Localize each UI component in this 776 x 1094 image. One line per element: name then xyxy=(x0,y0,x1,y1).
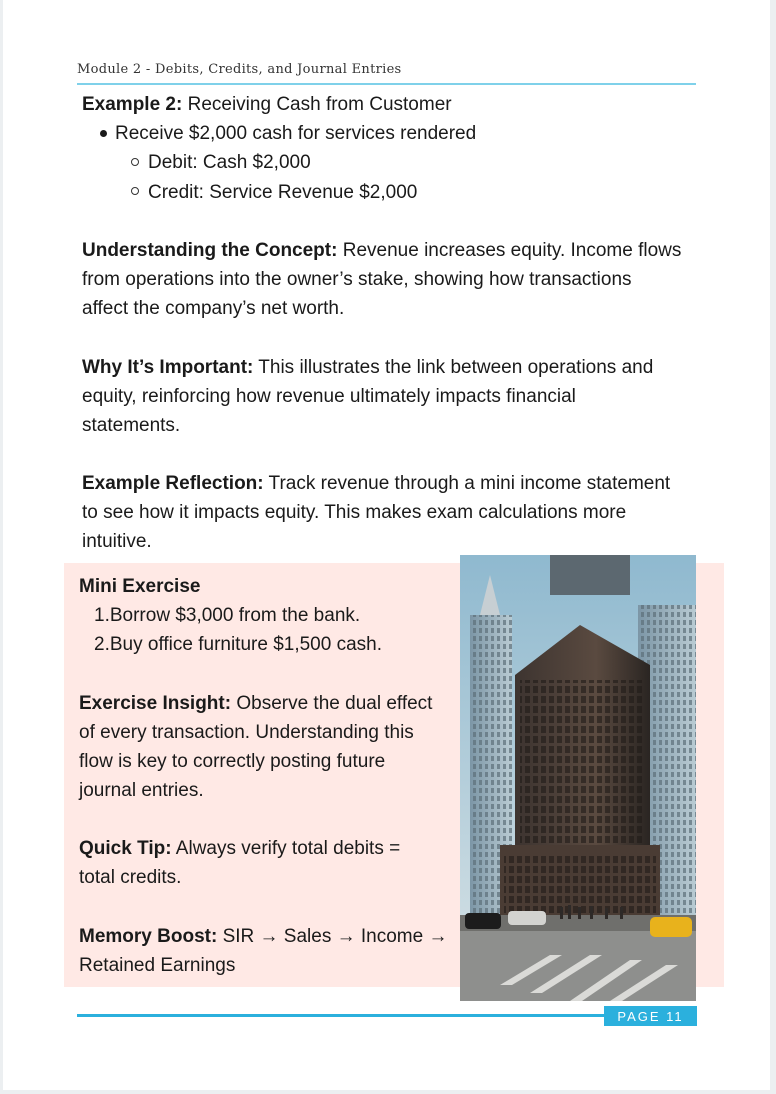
sub-bullet-circle xyxy=(131,158,139,166)
page-number-badge: PAGE 11 xyxy=(604,1006,697,1026)
city-skyscrapers-image xyxy=(460,555,696,1001)
sub-bullet-circle xyxy=(131,187,139,195)
example2-bullet: Receive $2,000 cash for services rendered xyxy=(115,123,477,144)
module-header: Module 2 - Debits, Credits, and Journal Entries xyxy=(77,62,402,77)
example2-credit: Credit: Service Revenue $2,000 xyxy=(148,182,418,203)
concept-paragraph: Understanding the Concept: Revenue increases equity. Income flows from operations into the owner’s stake, showing how transactions affect the company’s net worth. xyxy=(82,240,682,319)
memory-paragraph: Memory Boost: SIR → Sales → Income → Retained Earnings xyxy=(79,926,448,976)
exercise-item: 1.Borrow $3,000 from the bank. xyxy=(94,605,361,626)
insight-paragraph: Exercise Insight: Observe the dual effect of every transaction. Understanding this flow is key to correctly posting future journal entries. xyxy=(79,693,433,801)
importance-paragraph: Why It’s Important: This illustrates the link between operations and equity, reinforcing how revenue ultimately impacts financial statements. xyxy=(82,357,654,436)
footer-rule xyxy=(77,1014,605,1017)
bullet-dot xyxy=(100,130,107,137)
exercise-title: Mini Exercise xyxy=(79,576,201,597)
header-rule xyxy=(77,83,696,85)
tip-paragraph: Quick Tip: Always verify total debits = total credits. xyxy=(79,838,401,888)
exercise-item: 2.Buy office furniture $1,500 cash. xyxy=(94,634,383,655)
example2-debit: Debit: Cash $2,000 xyxy=(148,152,311,173)
example2-heading: Example 2: Receiving Cash from Customer xyxy=(82,94,452,115)
reflection-paragraph: Example Reflection: Track revenue through a mini income statement to see how it impacts equity. This makes exam calculations more intuitive. xyxy=(82,473,671,552)
